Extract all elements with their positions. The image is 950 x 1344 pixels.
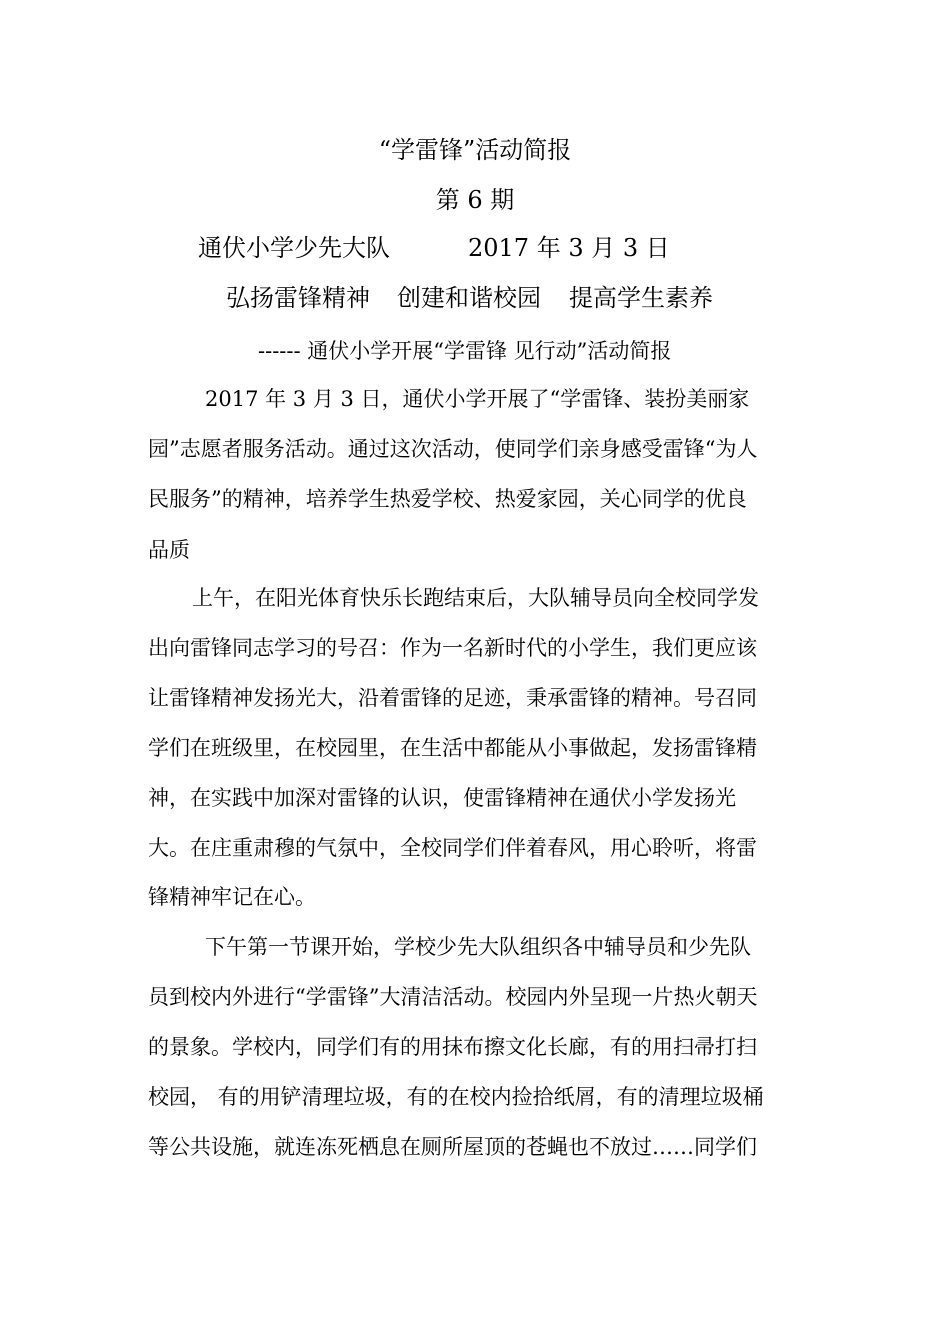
paragraph-1-line-4: 品质: [148, 538, 190, 562]
paragraph-2-line-2: 出向雷锋同志学习的号召：作为一名新时代的小学生，我们更应该: [148, 636, 757, 660]
paragraph-1-line-3: 民服务”的精神，培养学生热爱学校、热爱家园，关心同学的优良: [148, 487, 747, 511]
organization-name: 通伏小学少先大队: [198, 234, 390, 262]
paragraph-2-line-3: 让雷锋精神发扬光大，沿着雷锋的足迹，秉承雷锋的精神。号召同: [148, 686, 757, 710]
headline-part-3: 提高学生素养: [569, 284, 713, 312]
paragraph-3-line-1: 下午第一节课开始，学校少先大队组织各中辅导员和少先队: [205, 935, 751, 959]
paragraph-2-line-1: 上午，在阳光体育快乐长跑结束后，大队辅导员向全校同学发: [192, 586, 759, 610]
paragraph-1-line-1: 2017 年 3 月 3 日，通伏小学开展了“学雷锋、装扮美丽家: [205, 387, 750, 411]
paragraph-3-line-4: 校园， 有的用铲清理垃圾，有的在校内捡拾纸屑，有的清理垃圾桶: [148, 1085, 764, 1109]
paragraph-2-line-7: 锋精神牢记在心。: [148, 885, 316, 909]
issue-number: 第 6 期: [435, 186, 515, 214]
paragraph-3-line-3: 的景象。学校内，同学们有的用抹布擦文化长廊，有的用扫帚打扫: [148, 1035, 757, 1059]
document-title: “学雷锋”活动简报: [378, 136, 572, 164]
headline-part-1: 弘扬雷锋精神: [226, 284, 370, 312]
paragraph-2-line-4: 学们在班级里，在校园里，在生活中都能从小事做起，发扬雷锋精: [148, 736, 757, 760]
subtitle: ------ 通伏小学开展“学雷锋 见行动”活动简报: [258, 339, 672, 363]
paragraph-1-line-2: 园”志愿者服务活动。通过这次活动，使同学们亲身感受雷锋“为人: [148, 437, 758, 461]
paragraph-3-line-2: 员到校内外进行“学雷锋”大清洁活动。校园内外呈现一片热火朝天: [148, 985, 758, 1009]
report-date: 2017 年 3 月 3 日: [468, 234, 670, 262]
headline-part-2: 创建和谐校园: [397, 284, 541, 312]
paragraph-2-line-5: 神，在实践中加深对雷锋的认识，使雷锋精神在通伏小学发扬光: [148, 786, 736, 810]
paragraph-2-line-6: 大。在庄重肃穆的气氛中，全校同学们伴着春风，用心聆听，将雷: [148, 836, 757, 860]
paragraph-3-line-5: 等公共设施，就连冻死栖息在厕所屋顶的苍蝇也不放过……同学们: [148, 1135, 757, 1159]
